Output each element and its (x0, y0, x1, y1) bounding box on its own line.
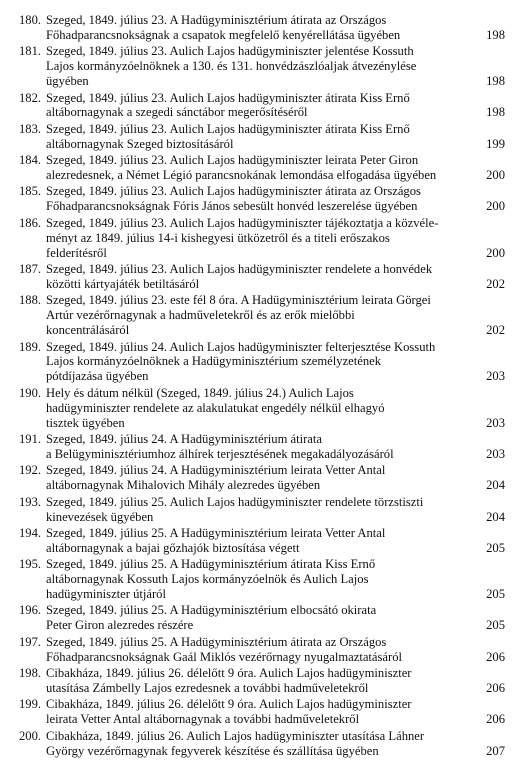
entry-line: pótdíjazása ügyében (46, 369, 149, 384)
entry-description (46, 91, 505, 121)
entry-line: hadügyminiszter útjáról (46, 587, 166, 602)
page-number: 206 (486, 649, 505, 664)
entry-line: Cibakháza, 1849. július 26. délelőtt 9 óra. Aulich Lajos hadügyminiszter (46, 666, 412, 681)
entry-number: 197. (19, 634, 42, 649)
entry-number: 188. (19, 293, 42, 308)
page-number: 202 (486, 323, 505, 338)
entry-line: hadügyminiszter rendelete az alakulatukat engedély nélkül elhagyó (46, 400, 385, 415)
entry-line: György vezérőrnagynak fegyverek készítése és szállítása ügyében (46, 743, 379, 758)
entry-description (46, 463, 505, 493)
entry-line: a Belügyminisztériumhoz álhírek terjesztésének megakadályozásáról (46, 446, 394, 461)
entry-line: leirata Vetter Antal altábornagynak a további hadműveletekről (46, 712, 360, 727)
entry-number: 198. (19, 666, 42, 681)
page-number: 206 (486, 680, 505, 695)
entry-last-line (46, 681, 505, 696)
entry-line: felderítésről (46, 245, 107, 260)
page-number: 205 (486, 587, 505, 602)
entry-last-line (46, 246, 505, 261)
entry-line: Szeged, 1849. július 23. Aulich Lajos hadügyminiszter tájékoztatja a közvéle- (46, 215, 439, 230)
page-number: 205 (486, 540, 505, 555)
entry-number: 187. (19, 262, 42, 276)
toc-entry (19, 293, 505, 338)
entry-line: kinevezések ügyében (46, 509, 154, 524)
entry-last-line (46, 277, 505, 292)
entry-line: Szeged, 1849. július 25. A Hadügyminisztérium átirata Kiss Ernő (46, 557, 376, 572)
toc-entry (19, 386, 505, 431)
page-number: 200 (486, 199, 505, 214)
entry-last-line (46, 478, 505, 493)
entry-description (46, 729, 505, 759)
entry-number: 195. (19, 557, 42, 572)
entry-last-line (46, 28, 505, 43)
page-number: 198 (486, 74, 505, 89)
entry-number: 186. (19, 215, 42, 230)
page-number: 199 (486, 136, 505, 151)
entry-line: altábornagynak Kossuth Lajos kormányzóelnök és Aulich Lajos (46, 572, 369, 587)
entry-last-line (46, 541, 505, 556)
toc-entry (19, 91, 505, 121)
entry-last-line (46, 712, 505, 727)
entry-last-line (46, 650, 505, 665)
entry-line: Cibakháza, 1849. július 26. délelőtt 9 óra. Aulich Lajos hadügyminiszter (46, 697, 412, 712)
entry-line: ményt az 1849. július 14-i kishegyesi ütközetről és a titeli erőszakos (46, 230, 390, 245)
entry-description (46, 122, 505, 152)
entry-number: 182. (19, 90, 42, 105)
entry-line: Szeged, 1849. július 25. A Hadügyminisztérium leirata Vetter Antal (46, 525, 386, 540)
entry-line: altábornagynak a szegedi sánctábor megerősítéséről (46, 105, 308, 120)
entry-last-line (46, 416, 505, 431)
entry-last-line (46, 199, 505, 214)
toc-entry (19, 495, 505, 525)
entry-line: altábornagynak Mihalovich Mihály alezredes ügyében (46, 478, 321, 493)
entry-number: 192. (19, 463, 42, 478)
page-number: 202 (486, 276, 505, 291)
toc-entry (19, 262, 505, 292)
entry-line: Szeged, 1849. július 24. Aulich Lajos hadügyminiszter felterjesztése Kossuth (46, 339, 436, 354)
entry-last-line (46, 74, 505, 89)
entry-description (46, 153, 505, 183)
page-number: 203 (486, 415, 505, 430)
entry-number: 181. (19, 44, 42, 59)
entry-number: 189. (19, 339, 42, 354)
entry-description (46, 697, 505, 727)
entry-number: 193. (19, 494, 42, 509)
toc-entry (19, 432, 505, 462)
toc-entry (19, 216, 505, 261)
entry-number: 183. (19, 121, 42, 136)
page-number: 204 (486, 509, 505, 524)
entry-last-line (46, 369, 505, 384)
toc-entry (19, 13, 505, 43)
toc-entry (19, 122, 505, 152)
entry-description (46, 340, 505, 385)
entry-last-line (46, 137, 505, 152)
page-number: 200 (486, 168, 505, 183)
entry-line: koncentrálásáról (46, 323, 130, 338)
entry-number: 196. (19, 603, 42, 618)
table-of-contents (19, 13, 505, 760)
toc-entry (19, 526, 505, 556)
toc-entry (19, 463, 505, 493)
entry-description (46, 216, 505, 261)
entry-number: 180. (19, 13, 42, 27)
entry-line: Szeged, 1849. július 25. A Hadügyminisztérium átirata az Országos (46, 634, 387, 649)
page-number: 204 (486, 478, 505, 493)
entry-last-line (46, 510, 505, 525)
toc-entry (19, 729, 505, 759)
entry-number: 191. (19, 431, 42, 446)
entry-line: Szeged, 1849. július 23. Aulich Lajos hadügyminiszter leirata Peter Giron (46, 153, 419, 168)
entry-description (46, 557, 505, 602)
entry-last-line (46, 105, 505, 120)
entry-number: 199. (19, 697, 42, 712)
toc-entry (19, 44, 505, 89)
entry-line: Főhadparancsnokságnak a csapatok megfelelő kenyérellátása ügyében (46, 27, 401, 42)
entry-description (46, 603, 505, 633)
entry-description (46, 13, 505, 43)
entry-last-line (46, 447, 505, 462)
entry-description (46, 293, 505, 338)
entry-line: Szeged, 1849. július 23. A Hadügyminisztérium átirata az Országos (46, 13, 387, 27)
entry-line: Cibakháza, 1849. július 26. Aulich Lajos hadügyminiszter utasítása Láhner (46, 728, 425, 743)
toc-entry (19, 635, 505, 665)
page-number: 207 (486, 743, 505, 758)
entry-description (46, 635, 505, 665)
entry-last-line (46, 168, 505, 183)
toc-entry (19, 557, 505, 602)
entry-description (46, 526, 505, 556)
page-number: 198 (486, 27, 505, 42)
toc-entry (19, 184, 505, 214)
entry-number: 185. (19, 184, 42, 199)
entry-line: Szeged, 1849. július 24. A Hadügyminisztérium átirata (46, 431, 322, 446)
page-number: 205 (486, 618, 505, 633)
toc-entry (19, 697, 505, 727)
entry-line: Szeged, 1849. július 25. A Hadügyminisztérium elbocsátó okirata (46, 603, 377, 618)
entry-line: Peter Giron alezredes részére (46, 618, 194, 633)
entry-line: Szeged, 1849. július 23. este fél 8 óra. A Hadügyminisztérium leirata Görgei (46, 293, 431, 308)
entry-line: Főhadparancsnokságnak Fóris János sebesült honvéd leszerelése ügyében (46, 199, 418, 214)
entry-line: Szeged, 1849. július 25. Aulich Lajos hadügyminiszter rendelete törzstiszti (46, 494, 424, 509)
entry-number: 200. (19, 728, 42, 743)
page-number: 200 (486, 245, 505, 260)
entry-line: Lajos kormányzóelnöknek a 130. és 131. honvédzászlóaljak átvezénylése (46, 59, 417, 74)
toc-entry (19, 153, 505, 183)
entry-description (46, 432, 505, 462)
page-number: 198 (486, 105, 505, 120)
toc-entry (19, 603, 505, 633)
entry-last-line (46, 618, 505, 633)
entry-last-line (46, 744, 505, 759)
entry-description (46, 262, 505, 292)
entry-line: Szeged, 1849. július 23. Aulich Lajos hadügyminiszter jelentése Kossuth (46, 44, 414, 59)
entry-line: Szeged, 1849. július 23. Aulich Lajos hadügyminiszter átirata Kiss Ernő (46, 90, 410, 105)
entry-last-line (46, 323, 505, 338)
entry-description (46, 495, 505, 525)
entry-description (46, 386, 505, 431)
entry-line: Hely és dátum nélkül (Szeged, 1849. július 24.) Aulich Lajos (46, 385, 354, 400)
entry-line: Szeged, 1849. július 23. Aulich Lajos hadügyminiszter átirata az Országos (46, 184, 421, 199)
entry-number: 194. (19, 525, 42, 540)
entry-line: Szeged, 1849. július 23. Aulich Lajos hadügyminiszter rendelete a honvédek (46, 262, 433, 276)
entry-line: tisztek ügyében (46, 415, 125, 430)
entry-line: Szeged, 1849. július 24. A Hadügyminisztérium leirata Vetter Antal (46, 463, 386, 478)
entry-line: alezredesnek, a Német Légió parancsnokának lemondása elfogadása ügyében (46, 168, 437, 183)
entry-line: közötti kártyajáték betiltásáról (46, 276, 200, 291)
entry-line: altábornagynak Szeged biztosításáról (46, 136, 234, 151)
entry-line: Lajos kormányzóelnöknek a Hadügyminisztérium személyzetének (46, 354, 382, 369)
entry-line: utasítása Zámbelly Lajos ezredesnek a további hadműveletekről (46, 680, 369, 695)
entry-line: Szeged, 1849. július 23. Aulich Lajos hadügyminiszter átirata Kiss Ernő (46, 121, 410, 136)
entry-line: altábornagynak a bajai gőzhajók biztosítása végett (46, 540, 300, 555)
page-number: 206 (486, 712, 505, 727)
entry-line: Főhadparancsnokságnak Gaál Miklós vezérőrnagy nyugalmaztatásáról (46, 649, 403, 664)
toc-entry (19, 666, 505, 696)
entry-number: 184. (19, 153, 42, 168)
entry-description (46, 44, 505, 89)
entry-description (46, 666, 505, 696)
entry-number: 190. (19, 385, 42, 400)
entry-line: Artúr vezérőrnagynak a hadműveletekről és az erők mielőbbi (46, 308, 355, 323)
entry-line: ügyében (46, 74, 89, 89)
page-number: 203 (486, 369, 505, 384)
toc-entry (19, 340, 505, 385)
entry-last-line (46, 587, 505, 602)
page-number: 203 (486, 446, 505, 461)
entry-description (46, 184, 505, 214)
